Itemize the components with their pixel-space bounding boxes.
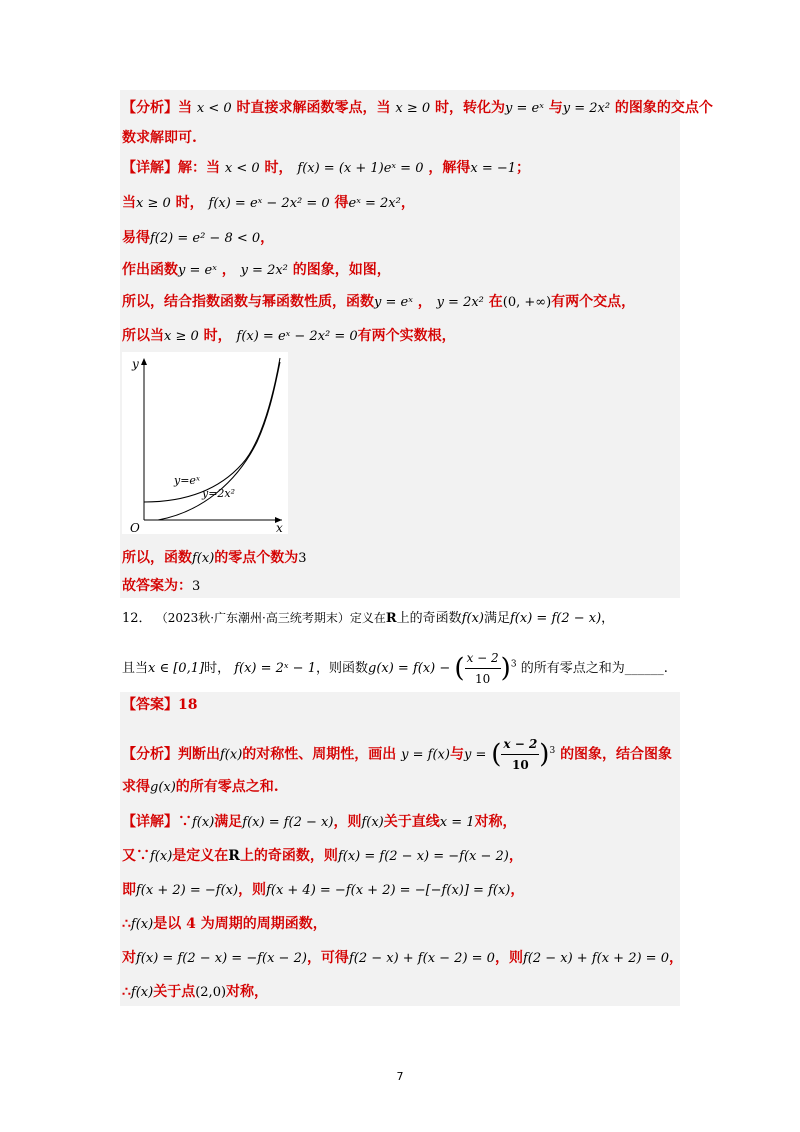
math: f(x) (192, 551, 215, 566)
text: 解：当 (178, 160, 220, 176)
math: f(x) = eˣ − 2x² = 0 (208, 196, 330, 211)
math: x ≥ 0 (164, 329, 199, 344)
text: 时， (203, 328, 232, 344)
text: 对称， (226, 984, 269, 1000)
text: ， (221, 262, 236, 278)
math: x ≥ 0 (136, 196, 171, 211)
detail-line-4 (122, 260, 391, 281)
math: y = eˣ (178, 263, 217, 278)
numerator: x − 2 (465, 648, 501, 669)
analysis-tag: 【分析】 (122, 100, 178, 116)
answer-line-2 (122, 695, 197, 715)
text: 满足 (214, 814, 243, 830)
answer-value: 18 (178, 697, 198, 713)
text: 作出函数 (122, 262, 178, 278)
denominator: 10 (474, 672, 491, 686)
text: ， (508, 848, 523, 864)
detail-line-3 (122, 228, 274, 249)
detail-line-6 (122, 326, 456, 347)
math: (0, +∞) (502, 295, 552, 310)
text: 的所有零点之和为 (520, 661, 625, 676)
math: y = (463, 747, 487, 763)
math: f(x) (220, 747, 243, 763)
left-paren: ( (491, 739, 502, 770)
text: 所以，函数 (122, 550, 192, 566)
text: ∴ (122, 916, 131, 932)
math: f(x) (130, 917, 154, 932)
detail2-line-3 (122, 880, 524, 901)
detail2-line-5 (122, 948, 683, 969)
right-paren: ) (539, 739, 550, 770)
detail2-line-4 (122, 914, 327, 935)
math: y = 2x² (240, 263, 288, 278)
right-paren: ) (500, 653, 511, 684)
text: 数求解即可. (122, 130, 197, 146)
text: 所以，结合指数函数与幂函数性质，函数 (122, 294, 374, 310)
math: y = 2x² (436, 295, 484, 310)
analysis2-line-1 (122, 734, 672, 775)
numerator: x − 2 (501, 734, 539, 755)
text: ， (417, 294, 432, 310)
text: 对 (122, 950, 136, 966)
math: f(x) (130, 985, 154, 1000)
text: 的所有零点之和. (175, 779, 279, 795)
text: 当 (122, 195, 136, 211)
text: 的图象的交点个 (614, 100, 713, 116)
text: 求得 (122, 779, 150, 795)
detail2-line-2 (122, 846, 523, 867)
math: f(x) = eˣ − 2x² = 0 (236, 329, 358, 344)
text: 时， (175, 195, 204, 211)
question-12-line-1 (122, 608, 614, 629)
text: 有两个实数根， (357, 328, 456, 344)
text: ； (516, 160, 531, 176)
text: 关于直线 (383, 814, 440, 830)
math: x < 0 (224, 161, 260, 176)
math: f(x + 4) = −f(x + 2) = −[−f(x)] = f(x) (266, 883, 511, 898)
analysis-tag: 【分析】 (122, 746, 178, 763)
math: f(x) (192, 815, 215, 830)
text: ， (601, 611, 615, 626)
text: 时， (204, 661, 231, 676)
math: f(x) = f(2 − x) = −f(x − 2) (136, 951, 307, 966)
page-number: 7 (396, 1070, 404, 1083)
math: f(x) = f(2 − x) (242, 815, 334, 830)
math: 3 (298, 551, 307, 566)
math: f(x + 2) = −f(x) (136, 883, 239, 898)
math: f(2) = e² − 8 < 0 (150, 231, 261, 246)
text: 上的奇函数 (396, 611, 462, 626)
text: 有两个交点， (551, 294, 636, 310)
text: 的对称性、周期性，画出 (242, 746, 397, 763)
math: f(x) (150, 849, 173, 864)
text: 与 (449, 746, 464, 763)
text: 是以 4 为周期的周期函数， (153, 916, 327, 932)
answer-tag: 【答案】 (122, 697, 178, 713)
set-R: R (228, 848, 240, 864)
text: ∵ (178, 814, 192, 830)
math: f(2 − x) + f(x − 2) = 0 (348, 951, 495, 966)
math: y = eˣ (505, 101, 544, 116)
origin-label: O (130, 521, 140, 534)
analysis-line-1 (122, 98, 713, 119)
analysis2-line-2 (122, 777, 279, 798)
text: 时，转化为 (435, 100, 506, 116)
question-12-line-2 (122, 648, 668, 689)
text: ， (400, 195, 415, 211)
fraction (501, 734, 539, 775)
text: 的图象，结合图象 (560, 746, 673, 763)
text: 易得 (122, 230, 150, 246)
text: ， (260, 230, 275, 246)
math: g(x) = f(x) − (368, 661, 451, 676)
text: 上的奇函数，则 (239, 848, 338, 864)
text: 得 (334, 195, 349, 211)
set-R: R (385, 611, 397, 626)
math: x < 0 (196, 101, 232, 116)
left-paren: ( (454, 653, 465, 684)
math: eˣ = 2x² (348, 196, 401, 211)
exponent: 3 (549, 745, 556, 756)
math: x ∈ [0,1] (148, 661, 205, 676)
detail2-line-6 (122, 982, 268, 1003)
text: 即 (122, 882, 136, 898)
math: x = −1 (470, 161, 517, 176)
text: 时， (264, 160, 293, 176)
text: ，解得 (428, 160, 471, 176)
math: x = 1 (439, 815, 475, 830)
y-axis-label: y (132, 357, 139, 371)
text: 的零点个数为 (214, 550, 299, 566)
math: f(2 − x) + f(x + 2) = 0 (522, 951, 669, 966)
function-graph (122, 352, 288, 534)
text: 所以当 (122, 328, 164, 344)
detail2-line-1 (122, 812, 517, 833)
answer-blank: ______. (624, 661, 668, 676)
math: f(x) (361, 815, 384, 830)
math: f(x) = f(2 − x) = −f(x − 2) (337, 849, 509, 864)
graph-background (122, 352, 288, 534)
detail-line-5 (122, 292, 635, 313)
detail-tag: 【详解】 (122, 160, 178, 176)
text: ，则 (238, 882, 267, 898)
exponent: 3 (510, 659, 517, 670)
math: g(x) (150, 780, 176, 795)
text: 判断出 (178, 746, 220, 763)
math: f(x) = 2ˣ − 1 (234, 661, 316, 676)
math: y = eˣ (374, 295, 413, 310)
text: ，则函数 (315, 661, 368, 676)
math: y = f(x) (401, 747, 450, 763)
exp-curve-label: y=eˣ (174, 474, 200, 487)
text: 是定义在 (172, 848, 229, 864)
fraction (465, 648, 501, 689)
analysis-line-2 (122, 128, 197, 148)
text: 关于点 (153, 984, 196, 1000)
math: f(x) (461, 611, 484, 626)
text: ∴ (122, 984, 131, 1000)
power-curve-label: y=2x² (202, 487, 236, 500)
math: f(x) = (x + 1)eˣ = 0 (297, 161, 424, 176)
text: ， (510, 882, 525, 898)
denominator: 10 (511, 758, 529, 772)
text: ，则 (333, 814, 362, 830)
detail-tag: 【详解】 (122, 814, 178, 830)
text: 的图象，如图， (292, 262, 391, 278)
text: 又∵ (122, 848, 150, 864)
text: 对称， (474, 814, 517, 830)
text: 满足 (483, 611, 510, 626)
math: x ≥ 0 (395, 101, 431, 116)
text: ， (668, 950, 683, 966)
detail-line-2 (122, 193, 415, 214)
conclusion-line (122, 548, 307, 569)
question-source: （2023秋·广东潮州·高三统考期末）定义在 (155, 611, 386, 625)
x-axis-label: x (276, 521, 283, 534)
answer-line-1 (122, 576, 200, 597)
text: 故答案为： (122, 578, 192, 594)
text: 当 (178, 100, 192, 116)
detail-line-1 (122, 158, 530, 179)
text: 且当 (122, 661, 149, 676)
text: 在 (488, 294, 503, 310)
text: 时直接求解函数零点，当 (236, 100, 391, 116)
math: (2,0) (195, 985, 227, 1000)
math: y = 2x² (562, 101, 611, 116)
math: f(x) = f(2 − x) (510, 611, 602, 626)
text: ，则 (494, 950, 523, 966)
text: ，可得 (306, 950, 349, 966)
text: 与 (548, 100, 563, 116)
question-number: 12． (122, 611, 152, 626)
math: 3 (192, 579, 201, 594)
